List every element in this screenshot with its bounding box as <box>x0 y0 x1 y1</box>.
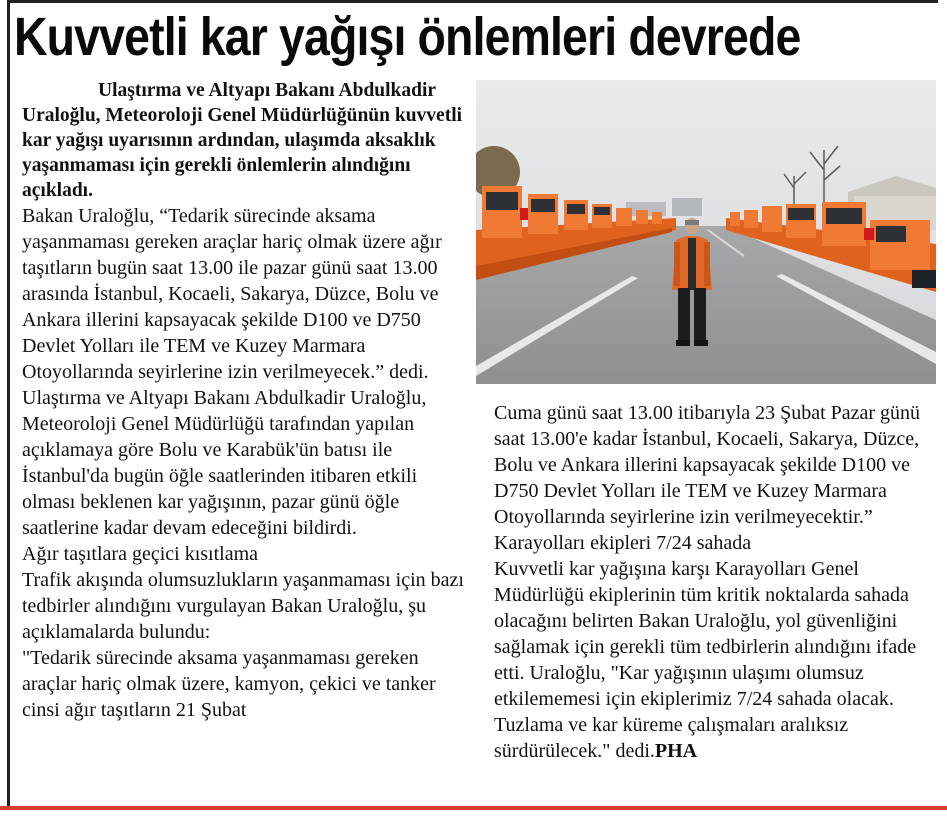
lead-paragraph: Ulaştırma ve Altyapı Bakanı Abdulkadir Uraloğlu, Meteoroloji Genel Müdürlüğünün kuvvetli kar yağışı uyarısının ardından, ulaşımda aksaklık yaşanmaması için gerekli önlemlerin alındığını açıkladı. <box>22 80 463 201</box>
body-paragraph: Trafik akışında olumsuzlukların yaşanmaması için bazı tedbirler alındığını vurgulayan Bakan Uraloğlu, şu açıklamalarda bulundu: <box>22 569 464 643</box>
body-paragraph <box>494 556 938 764</box>
right-column <box>494 400 938 764</box>
source-credit: PHA <box>654 740 698 762</box>
body-paragraph: "Tedarik sürecinde aksama yaşanmaması gereken araçlar hariç olmak üzere, kamyon, çekici ve tanker cinsi ağır taşıtların 21 Şubat <box>22 647 436 721</box>
body-paragraph: Cuma günü saat 13.00 itibarıyla 23 Şubat Pazar günü saat 13.00'e kadar İstanbul, Kocaeli, Sakarya, Düzce, Bolu ve Ankara illerini kapsayacak şekilde D100 ve D750 Devlet Yolları ile TEM ve Kuzey Marmara Otoyollarında seyirlerine izin verilmeyecektir.” <box>494 402 921 528</box>
left-rule <box>7 0 10 808</box>
photo-illustration <box>476 80 936 384</box>
body-paragraph: Ulaştırma ve Altyapı Bakanı Abdulkadir Uraloğlu, Meteoroloji Genel Müdürlüğü tarafından yapılan açıklamaya göre Bolu ve Karabük'ün batısı ile İstanbul'da bugün öğle saatlerinden itibaren etkili olması beklenen kar yağışının, pazar günü öğle saatlerine kadar devam edeceğini bildirdi. <box>22 387 427 539</box>
body-text: Kuvvetli kar yağışına karşı Karayolları Genel Müdürlüğü ekiplerinin tüm kritik noktalarda sahada olacağını belirten Bakan Uraloğlu, yol güvenliğini sağlamak için gerekli tüm tedbirlerin alındığını ifade etti. Uraloğlu, "Kar yağışının ulaşımı olumsuz etkilememesi için ekiplerimiz 7/24 sahada olacak. Tuzlama ve kar küreme çalışmaları aralıksız sürdürülecek." dedi. <box>494 558 917 762</box>
left-column <box>22 78 464 723</box>
subheading: Karayolları ekipleri 7/24 sahada <box>494 532 752 554</box>
news-photo <box>476 80 936 384</box>
bottom-accent-rule <box>0 806 947 810</box>
body-paragraph: Bakan Uraloğlu, “Tedarik sürecinde aksama yaşanmaması gereken araçlar hariç olmak üzere ağır taşıtların bugün saat 13.00 ile pazar günü saat 13.00 arasında İstanbul, Kocaeli, Sakarya, Düzce, Bolu ve Ankara illerini kapsayacak şekilde D100 ve D750 Devlet Yolları ile TEM ve Kuzey Marmara Otoyollarında seyirlerine izin verilmeyecek.” dedi. <box>22 205 442 383</box>
headline: Kuvvetli kar yağışı önlemleri devrede <box>14 7 801 67</box>
subheading: Ağır taşıtlara geçici kısıtlama <box>22 543 259 565</box>
